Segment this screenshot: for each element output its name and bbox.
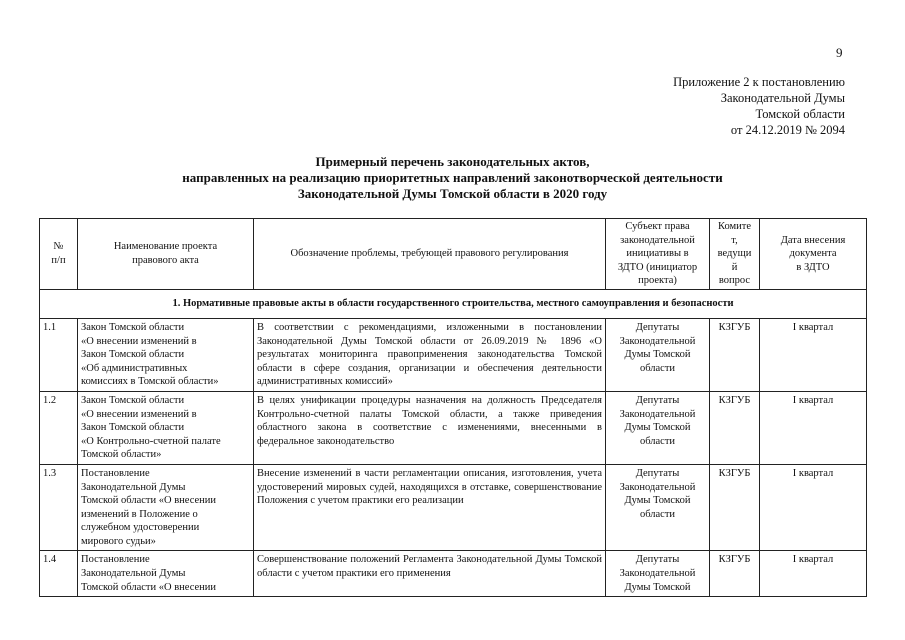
subject-line: Думы Томской	[624, 349, 691, 361]
section-heading-row	[40, 289, 867, 318]
header-line: ведущи	[717, 248, 752, 260]
act-name-line: «Об административных	[81, 362, 188, 374]
initiative-subject	[606, 464, 710, 551]
subject-line: области	[639, 435, 676, 447]
header-line: инициативы в	[626, 248, 689, 260]
initiative-subject	[606, 551, 710, 597]
header-line: Наименование проекта	[113, 241, 218, 253]
header-num	[40, 219, 78, 290]
table-row	[40, 318, 867, 391]
header-line: документа	[789, 248, 837, 260]
header-line: проекта)	[638, 275, 677, 287]
appendix-line: от 24.12.2019 № 2094	[730, 123, 845, 137]
act-name-line: Закон Томской области	[81, 349, 185, 361]
act-name-line: изменений в Положение о	[81, 508, 198, 520]
appendix-line: Законодательной Думы	[720, 91, 845, 105]
subject-line: области	[639, 508, 676, 520]
header-subject	[606, 219, 710, 290]
submission-date: I квартал	[760, 551, 867, 597]
subject-line: Думы Томской	[624, 422, 691, 434]
page-number: 9	[836, 45, 843, 60]
lead-committee: КЗГУБ	[710, 464, 760, 551]
header-line: т,	[731, 234, 738, 246]
problem-description: Внесение изменений в части регламентации описания, изготовления, учета удостоверений мировых судей, находящихся в отставке, совершенствование Положения с учетом практики его реализации	[254, 464, 606, 551]
row-number: 1.1	[40, 318, 78, 391]
submission-date: I квартал	[760, 464, 867, 551]
header-line: п/п	[51, 254, 66, 266]
title-line: Законодательной Думы Томской области в 2020 году	[297, 186, 608, 201]
table-row	[40, 551, 867, 597]
act-name-line: служебном удостоверении	[81, 522, 200, 534]
title-line: направленных на реализацию приоритетных направлений законотворческой деятельности	[182, 170, 723, 185]
header-line: Субъект права	[625, 221, 690, 232]
act-name-line: Томской области»	[81, 449, 162, 461]
subject-line: Думы Томской	[624, 495, 691, 507]
act-name-line: Законодательной Думы	[81, 481, 186, 493]
header-name	[78, 219, 254, 290]
initiative-subject	[606, 318, 710, 391]
header-line: Обозначение проблемы, требующей правового регулирования	[290, 248, 569, 260]
title-line: Примерный перечень законодательных актов,	[315, 154, 590, 169]
subject-line: Думы Томской	[624, 581, 691, 593]
act-name-line: комиссиях в Томской области»	[81, 376, 219, 388]
table-row	[40, 464, 867, 551]
header-committee	[710, 219, 760, 290]
lead-committee: КЗГУБ	[710, 551, 760, 597]
act-name-line: «О внесении изменений в	[81, 335, 197, 347]
act-name	[78, 318, 254, 391]
table-row	[40, 391, 867, 464]
subject-line: Законодательной	[619, 408, 696, 420]
act-name	[78, 464, 254, 551]
act-name-line: Томской области «О внесении	[81, 495, 217, 507]
subject-line: области	[639, 362, 676, 374]
table-header-row	[40, 219, 867, 290]
appendix-line: Томской области	[755, 107, 845, 121]
header-line: Дата внесения	[780, 234, 846, 246]
header-line: законодательной	[620, 234, 695, 246]
act-name-line: «О внесении изменений в	[81, 408, 197, 420]
subject-line: Депутаты	[635, 554, 680, 566]
act-name-line: Закон Томской области	[81, 422, 185, 434]
subject-line: Законодательной	[619, 335, 696, 347]
header-line: в ЗДТО	[796, 261, 830, 273]
document-title	[40, 154, 865, 202]
act-name-line: Законодательной Думы	[81, 568, 186, 580]
subject-line: Законодательной	[619, 481, 696, 493]
section-heading: 1. Нормативные правовые акты в области государственного строительства, местного самоуправления и безопасности	[40, 289, 867, 318]
header-problem	[254, 219, 606, 290]
problem-description: В соответствии с рекомендациями, изложенными в постановлении Законодательной Думы Томской области от 26.09.2019 № 1896 «О результатах мониторинга правоприменения законодательства Томской области в сфере создания, организации и обеспечения деятельности административных комиссий»	[254, 318, 606, 391]
submission-date: I квартал	[760, 318, 867, 391]
act-name	[78, 391, 254, 464]
act-name-line: мирового судьи»	[81, 535, 156, 547]
row-number: 1.4	[40, 551, 78, 597]
subject-line: Депутаты	[635, 467, 680, 479]
header-line: №	[53, 241, 64, 253]
header-line: вопрос	[718, 275, 751, 287]
subject-line: Депутаты	[635, 321, 680, 333]
act-name-line: Закон Томской области	[81, 321, 185, 333]
act-name-line: Закон Томской области	[81, 394, 185, 406]
lead-committee: КЗГУБ	[710, 318, 760, 391]
subject-line: Законодательной	[619, 568, 696, 580]
legislative-acts-table	[39, 218, 867, 597]
lead-committee: КЗГУБ	[710, 391, 760, 464]
problem-description: Совершенствование положений Регламента Законодательной Думы Томской области с учетом практики его применения	[254, 551, 606, 597]
header-line: й	[731, 261, 738, 273]
appendix-line: Приложение 2 к постановлению	[673, 75, 845, 89]
initiative-subject	[606, 391, 710, 464]
appendix-reference	[673, 74, 845, 138]
row-number: 1.3	[40, 464, 78, 551]
problem-description: В целях унификации процедуры назначения на должность Председателя Контрольно-счетной палаты Томской области, а также приведения областного закона в соответствие с изменениями, внесенными в федеральное законодательство	[254, 391, 606, 464]
act-name-line: Томской области «О внесении	[81, 581, 217, 593]
header-line: Комите	[717, 221, 752, 232]
row-number: 1.2	[40, 391, 78, 464]
header-date	[760, 219, 867, 290]
act-name-line: «О Контрольно-счетной палате	[81, 435, 221, 447]
act-name-line: Постановление	[81, 467, 150, 479]
act-name-line: Постановление	[81, 554, 150, 566]
submission-date: I квартал	[760, 391, 867, 464]
act-name	[78, 551, 254, 597]
subject-line: Депутаты	[635, 394, 680, 406]
header-line: правового акта	[132, 254, 199, 266]
header-line: ЗДТО (инициатор	[617, 261, 698, 273]
